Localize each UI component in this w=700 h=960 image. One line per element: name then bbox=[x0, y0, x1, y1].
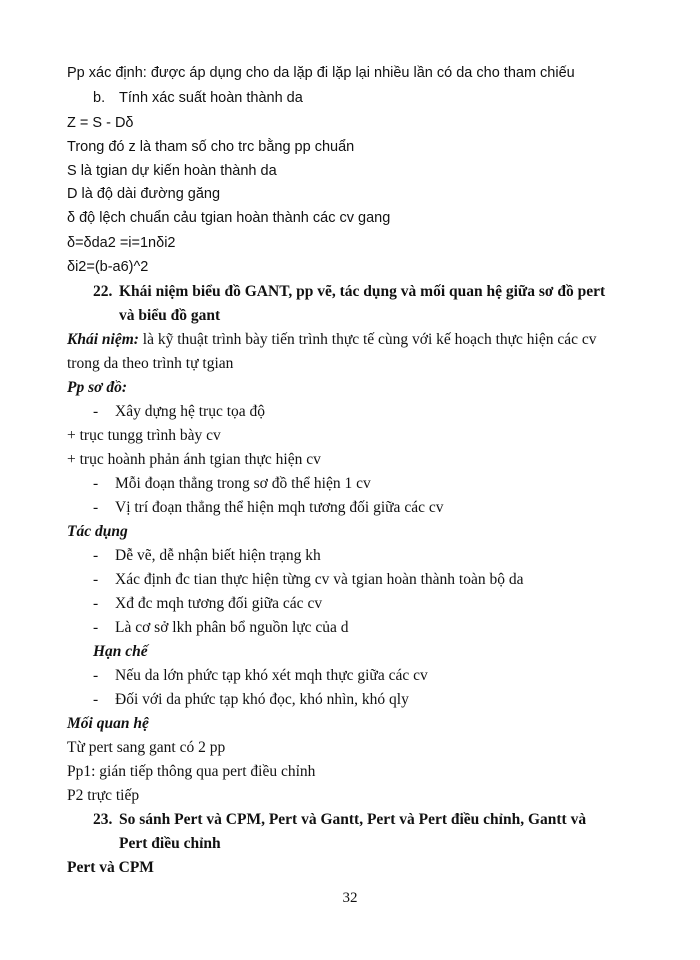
page-number: 32 bbox=[342, 890, 358, 906]
section-heading-23 bbox=[93, 810, 586, 830]
section-number: 22. bbox=[93, 283, 113, 300]
concept-text-cont: trong da theo trình tự tgian bbox=[67, 355, 234, 372]
text-line: Từ pert sang gant có 2 pp bbox=[67, 739, 226, 756]
text-line: P2 trực tiếp bbox=[67, 787, 140, 804]
list-text: Tính xác suất hoàn thành da bbox=[119, 90, 303, 106]
bullet-item: - Mỗi đoạn thẳng trong sơ đồ thể hiện 1 cv bbox=[93, 475, 371, 492]
section-title-cont: và biểu đồ gant bbox=[119, 307, 221, 324]
bullet-item: - Xác định đc tian thực hiện từng cv và tgian hoàn thành toàn bộ da bbox=[93, 571, 524, 588]
bullet-item: - Xđ đc mqh tương đối giữa các cv bbox=[93, 595, 323, 612]
concept-label: Khái niệm: bbox=[67, 331, 139, 348]
bullet-item: - Là cơ sở lkh phân bổ nguồn lực của d bbox=[93, 619, 349, 636]
text-line: D là độ dài đường găng bbox=[67, 186, 221, 202]
text-line: + trục tungg trình bày cv bbox=[67, 427, 221, 444]
bullet-dash: - bbox=[93, 499, 99, 516]
bullet-item: - Đối với da phức tạp khó đọc, khó nhìn, khó qly bbox=[93, 691, 409, 708]
formula-line: Z = S - Dδ bbox=[67, 115, 134, 131]
bullet-dash: - bbox=[93, 403, 99, 420]
bullet-dash: - bbox=[93, 619, 99, 636]
bullet-item: - Nếu da lớn phức tạp khó xét mqh thực giữa các cv bbox=[93, 667, 428, 684]
bullet-dash: - bbox=[93, 691, 99, 708]
limit-label: Hạn chế bbox=[93, 643, 148, 660]
bullet-dash: - bbox=[93, 547, 99, 564]
section-heading-22 bbox=[93, 282, 605, 302]
bullet-item: - Dễ vẽ, dễ nhận biết hiện trạng kh bbox=[93, 547, 321, 564]
subheading: Pert và CPM bbox=[67, 859, 154, 876]
text-line: + trục hoành phản ánh tgian thực hiện cv bbox=[67, 451, 321, 468]
bullet-dash: - bbox=[93, 475, 99, 492]
bullet-item: - Vị trí đoạn thẳng thể hiện mqh tương đối giữa các cv bbox=[93, 499, 444, 516]
section-title: So sánh Pert và CPM, Pert và Gantt, Pert và Pert điều chỉnh, Gantt và bbox=[119, 811, 587, 828]
section-title: Khái niệm biểu đồ GANT, pp vẽ, tác dụng và mối quan hệ giữa sơ đồ pert bbox=[119, 283, 606, 300]
section-title-cont: Pert điều chỉnh bbox=[119, 835, 221, 852]
list-item-b bbox=[93, 88, 303, 108]
concept-paragraph bbox=[67, 330, 596, 350]
text-line: S là tgian dự kiến hoàn thành da bbox=[67, 163, 277, 179]
bullet-dash: - bbox=[93, 595, 99, 612]
bullet-dash: - bbox=[93, 571, 99, 588]
formula-line: δi2=(b-a6)^2 bbox=[67, 259, 149, 275]
bullet-dash: - bbox=[93, 667, 99, 684]
text-line: Trong đó z là tham số cho trc bằng pp chuẩn bbox=[67, 139, 355, 155]
concept-text: là kỹ thuật trình bày tiến trình thực tế cùng với kế hoạch thực hiện các cv bbox=[138, 331, 597, 348]
bullet-item: - Xây dựng hệ trục tọa độ bbox=[93, 403, 266, 420]
formula-line: δ=δda2 =i=1nδi2 bbox=[67, 235, 176, 251]
text-line: Pp1: gián tiếp thông qua pert điều chỉnh bbox=[67, 763, 316, 780]
effect-label: Tác dụng bbox=[67, 523, 128, 540]
text-line: Pp xác định: được áp dụng cho da lặp đi lặp lại nhiều lần có da cho tham chiếu bbox=[67, 65, 575, 81]
relation-label: Mối quan hệ bbox=[67, 715, 149, 732]
section-number: 23. bbox=[93, 811, 113, 828]
method-label: Pp sơ đồ: bbox=[67, 379, 127, 396]
list-marker: b. bbox=[93, 90, 106, 106]
text-line: δ độ lệch chuẩn cảu tgian hoàn thành các cv gang bbox=[67, 210, 391, 226]
